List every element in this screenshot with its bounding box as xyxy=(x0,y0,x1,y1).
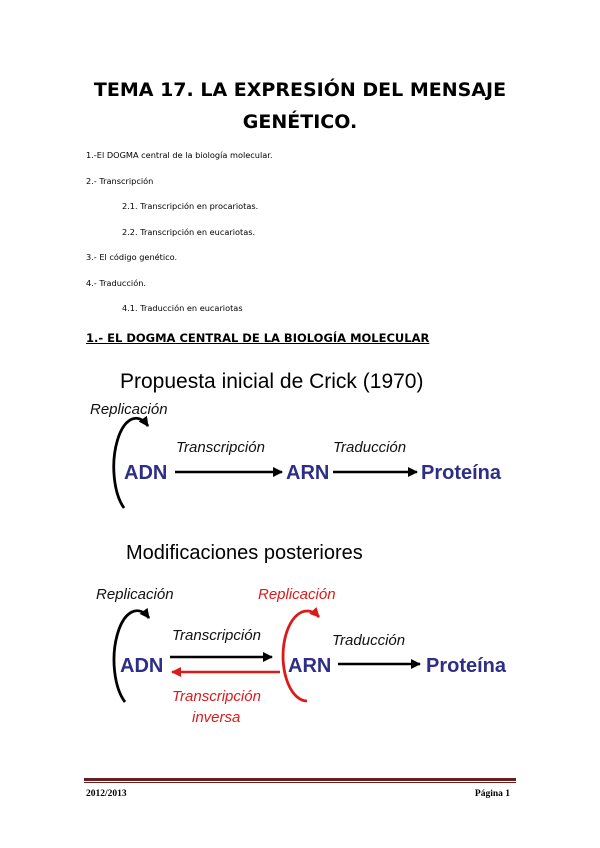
top-rna-label: ARN xyxy=(286,462,330,484)
bottom-diagram-title: Modificaciones posteriores xyxy=(126,542,363,564)
footer-page-number: Página 1 xyxy=(474,789,510,799)
toc-item-4: 4.- Traducción. xyxy=(86,278,147,288)
toc-item-2-2: 2.2. Transcripción en eucariotas. xyxy=(122,227,256,237)
bottom-rna-replication-label: Replicación xyxy=(258,586,336,603)
top-replication-label: Replicación xyxy=(90,401,168,418)
top-diagram-title: Propuesta inicial de Crick (1970) xyxy=(120,370,424,393)
bottom-dna-label: ADN xyxy=(120,655,164,677)
footer-rule-thin xyxy=(84,782,516,783)
bottom-reverse-transcription-label-1: Transcripción xyxy=(172,688,261,705)
toc-item-2-1: 2.1. Transcripción en procariotas. xyxy=(122,201,259,211)
bottom-dna-replication-label: Replicación xyxy=(96,586,174,603)
toc-item-4-1: 4.1. Traducción en eucariotas xyxy=(122,303,243,313)
top-translation-label: Traducción xyxy=(333,439,407,456)
bottom-reverse-transcription-label-2: inversa xyxy=(192,709,241,726)
toc-item-3: 3.- El código genético. xyxy=(86,252,178,262)
title-line-1: TEMA 17. LA EXPRESIÓN DEL MENSAJE xyxy=(93,79,507,101)
top-protein-label: Proteína xyxy=(421,462,502,484)
toc-item-1: 1.-El DOGMA central de la biología molecular. xyxy=(86,150,273,160)
footer-rule xyxy=(84,778,516,781)
title-line-2: GENÉTICO. xyxy=(242,111,358,133)
top-transcription-label: Transcripción xyxy=(176,439,265,456)
bottom-rna-label: ARN xyxy=(288,655,332,677)
footer-year: 2012/2013 xyxy=(86,789,127,799)
top-dna-label: ADN xyxy=(124,462,168,484)
toc-item-2: 2.- Transcripción xyxy=(86,176,154,186)
bottom-transcription-label: Transcripción xyxy=(172,627,261,644)
bottom-translation-label: Traducción xyxy=(332,632,406,649)
bottom-protein-label: Proteína xyxy=(426,655,507,677)
section-heading: 1.- EL DOGMA CENTRAL DE LA BIOLOGÍA MOLECULAR xyxy=(86,331,430,345)
